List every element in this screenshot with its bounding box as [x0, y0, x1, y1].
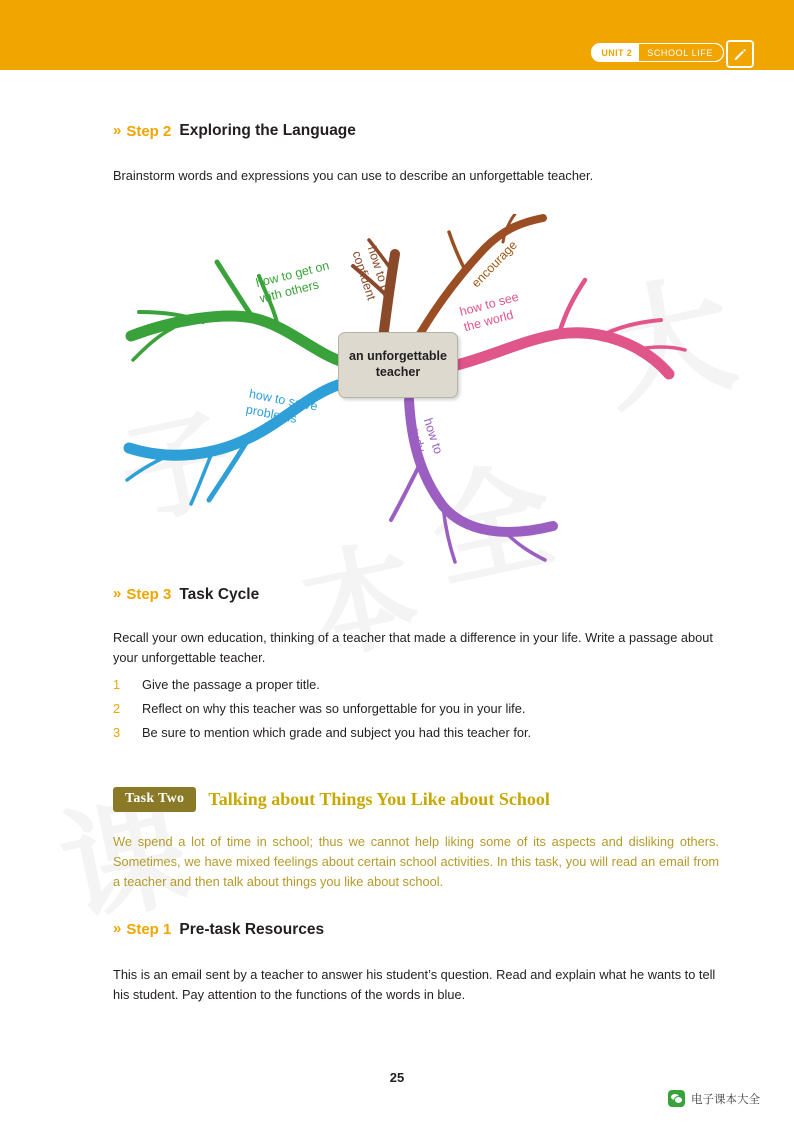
step3-list — [113, 673, 719, 744]
list-item-number: 1 — [113, 677, 121, 693]
pencil-icon — [726, 40, 754, 68]
step3-heading — [113, 586, 719, 604]
list-item-text: Reflect on why this teacher was so unforgettable for you in your life. — [142, 701, 526, 717]
step2-label: Step 2 — [126, 122, 172, 140]
list-item-number: 3 — [113, 724, 121, 740]
step1-intro: This is an email sent by a teacher to answer his student’s question. Read and explain what he wants to tell his student. Pay attention to the functions of the words in blue. — [113, 966, 716, 1002]
task-two-title: Talking about Things You Like about School — [208, 788, 550, 809]
list-item — [113, 721, 719, 745]
page-header-bar — [0, 0, 794, 70]
unit-badge — [591, 43, 724, 62]
list-item-text: Be sure to mention which grade and subject you had this teacher for. — [142, 724, 532, 740]
mindmap-label-how-to-be-confident: how to be confident — [349, 244, 395, 302]
step2-heading — [113, 122, 719, 140]
list-item-text: Give the passage a proper title. — [142, 677, 320, 693]
mindmap-center-node: an unforgettable teacher — [338, 332, 458, 398]
wechat-icon — [668, 1090, 685, 1107]
mindmap-label-encourage: encourage — [468, 237, 521, 290]
task-two-chip: Task Two — [113, 787, 196, 812]
list-item — [113, 697, 719, 721]
step1-title: Pre-task Resources — [179, 920, 325, 938]
step3-title: Task Cycle — [179, 585, 260, 603]
list-item — [113, 673, 719, 697]
list-item-number: 2 — [113, 701, 121, 717]
mindmap-label-get-on-with-others: how to get on with others — [254, 258, 331, 306]
footer-text: 电子课本大全 — [691, 1093, 760, 1106]
step-arrows-icon: » — [113, 121, 119, 139]
mindmap-label-how-to-solve-problems: how to solve problems — [244, 386, 319, 426]
unit-name: SCHOOL LIFE — [639, 44, 723, 61]
step1-label: Step 1 — [126, 921, 172, 939]
step3-label: Step 3 — [126, 586, 172, 604]
step2-intro: Brainstorm words and expressions you can use to describe an unforgettable teacher. — [113, 168, 594, 183]
mindmap-label-how-to-study: how to study — [405, 416, 446, 456]
page-number: 25 — [389, 1070, 405, 1085]
footer-badge — [668, 1090, 760, 1107]
step2-title: Exploring the Language — [179, 122, 356, 139]
task-two-heading — [113, 787, 719, 812]
step-arrows-icon: » — [113, 585, 119, 603]
task-two-intro: We spend a lot of time in school; thus we cannot help liking some of its aspects and disliking others. Sometimes, we have mixed feelings about certain school activities. In this task, you will read an email from a teacher and then talk about things you like about school. — [113, 833, 719, 890]
step1-heading — [113, 921, 719, 939]
page-body — [0, 70, 794, 1123]
step3-intro: Recall your own education, thinking of a teacher that made a difference in your life. Write a passage about your unforgettable teacher. — [113, 629, 713, 665]
step-arrows-icon: » — [113, 920, 119, 938]
page-content — [113, 70, 719, 1005]
mindmap-figure — [113, 214, 719, 574]
unit-number: UNIT 2 — [592, 44, 639, 61]
mindmap-label-how-to-see-the-world: how to see the world — [458, 289, 521, 335]
